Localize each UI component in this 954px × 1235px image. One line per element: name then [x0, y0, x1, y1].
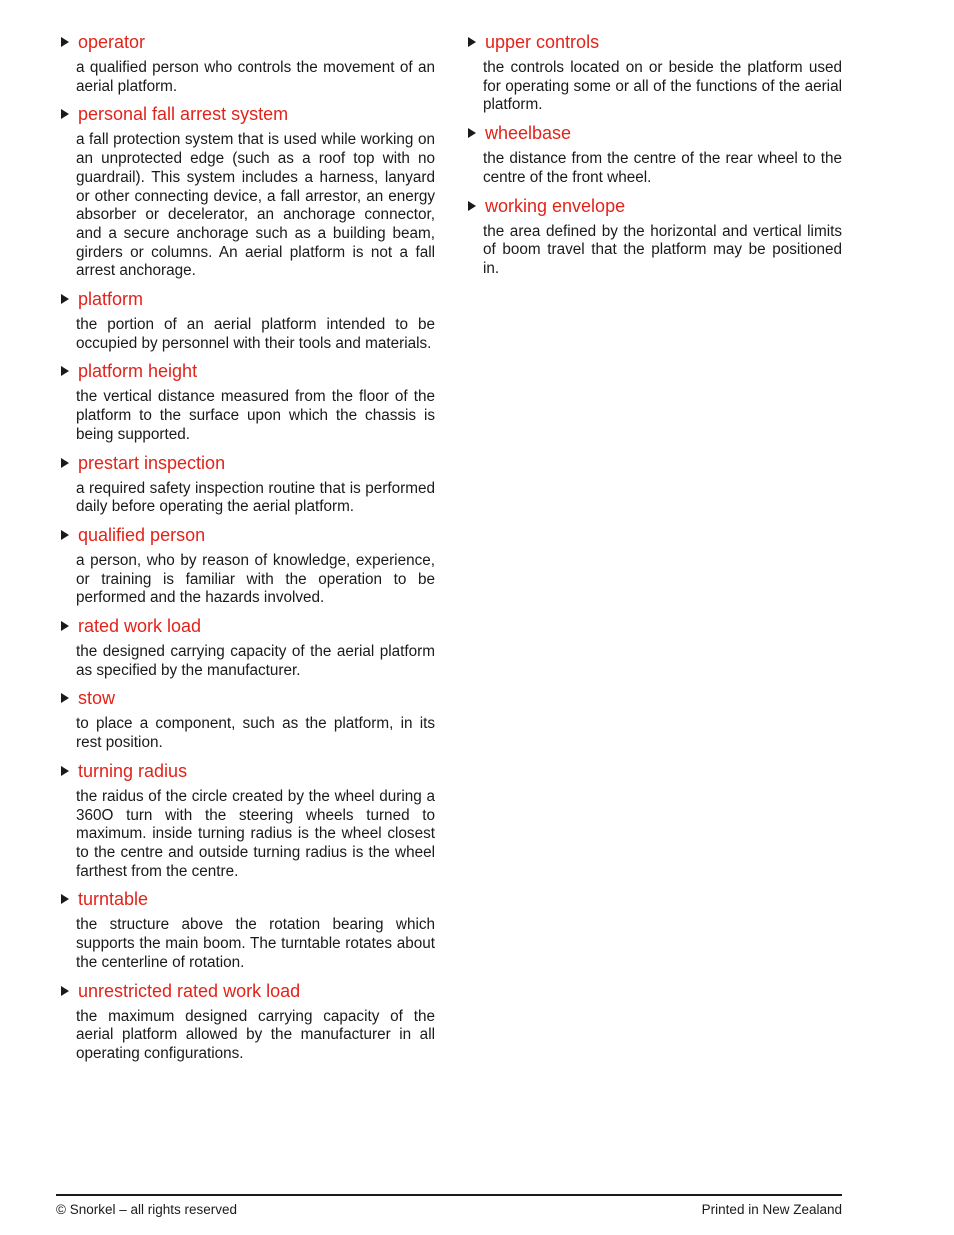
glossary-definition: the raidus of the circle created by the wheel during a 360O turn with the steering wheels turned to maximum. inside turning radius is the wheel closest to the centre and outside turning radius is the wheel farthest from the centre.	[76, 787, 435, 880]
triangle-bullet-icon	[61, 294, 69, 304]
glossary-entry-stow	[59, 687, 435, 752]
glossary-entry-platform	[59, 288, 435, 353]
term-row	[466, 122, 842, 144]
glossary-entry-upper-controls	[466, 31, 842, 115]
term-row	[466, 195, 842, 217]
glossary-term: operator	[78, 32, 146, 52]
term-row	[59, 452, 435, 474]
term-row	[59, 103, 435, 125]
glossary-term: personal fall arrest system	[78, 104, 289, 125]
term-row	[59, 288, 435, 310]
glossary-definition: the structure above the rotation bearing which supports the main boom. The turntable rotates about the centerline of rotation.	[76, 916, 435, 971]
glossary-entry-prestart-inspection	[59, 452, 435, 517]
glossary-term: turning radius	[78, 760, 188, 781]
triangle-bullet-icon	[61, 530, 69, 540]
glossary-definition: a qualified person who controls the movement of an aerial platform.	[76, 59, 435, 95]
glossary-term: rated work load	[78, 616, 202, 637]
glossary-entry-turntable	[59, 888, 435, 972]
glossary-definition: to place a component, such as the platform, in its rest position.	[76, 715, 435, 752]
triangle-bullet-icon	[61, 37, 69, 47]
glossary-term: stow	[78, 688, 116, 709]
glossary-entry-working-envelope	[466, 195, 842, 279]
glossary-term: qualified person	[78, 524, 206, 545]
glossary-definition: the area defined by the horizontal and vertical limits of boom travel that the platform may be positioned in.	[483, 222, 842, 277]
glossary-term: prestart inspection	[78, 452, 226, 473]
glossary-definition: a fall protection system that is used while working on an unprotected edge (such as a roof top with no guardrail). This system includes a harness, lanyard or other connecting device, a fall arrestor, an energy absorber or decelerator, an anchorage connector, and a secure anchorage such as a building beam, girders or columns. An aerial platform is not a fall arrest anchorage.	[76, 131, 435, 280]
term-row	[59, 524, 435, 546]
triangle-bullet-icon	[61, 986, 69, 996]
glossary-definition: a required safety inspection routine that is performed daily before operating the aerial platform.	[76, 479, 435, 516]
triangle-bullet-icon	[61, 766, 69, 776]
glossary-term: platform height	[78, 361, 198, 382]
term-row	[466, 31, 842, 53]
footer-divider	[56, 1194, 842, 1196]
triangle-bullet-icon	[61, 894, 69, 904]
glossary-definition: a person, who by reason of knowledge, experience, or training is familiar with the operation to be performed and the hazards involved.	[76, 551, 435, 607]
triangle-bullet-icon	[468, 37, 476, 47]
triangle-bullet-icon	[61, 458, 69, 468]
glossary-definition: the controls located on or beside the platform used for operating some or all of the functions of the aerial platform.	[483, 59, 842, 114]
triangle-bullet-icon	[61, 621, 69, 631]
glossary-entry-turning-radius	[59, 760, 435, 882]
glossary-entry-qualified-person	[59, 524, 435, 608]
glossary-definition: the vertical distance measured from the floor of the platform to the surface upon which the chassis is being supported.	[76, 388, 435, 443]
glossary-entry-rated-work-load	[59, 615, 435, 680]
glossary-term: upper controls	[485, 32, 600, 52]
triangle-bullet-icon	[61, 366, 69, 376]
glossary-right-column	[466, 31, 842, 279]
footer-copyright: © Snorkel – all rights reserved	[56, 1202, 238, 1217]
term-row	[59, 687, 435, 709]
glossary-term: unrestricted rated work load	[78, 980, 301, 1001]
triangle-bullet-icon	[468, 128, 476, 138]
glossary-term: working envelope	[485, 195, 626, 216]
term-row	[59, 360, 435, 382]
triangle-bullet-icon	[468, 201, 476, 211]
glossary-entry-unrestricted-rated-work-load	[59, 980, 435, 1064]
term-row	[59, 760, 435, 782]
glossary-term: turntable	[78, 889, 149, 910]
glossary-definition: the portion of an aerial platform intended to be occupied by personnel with their tools and materials.	[76, 316, 435, 352]
glossary-definition: the designed carrying capacity of the aerial platform as specified by the manufacturer.	[76, 643, 435, 679]
term-row	[59, 980, 435, 1002]
term-row	[59, 31, 435, 53]
glossary-left-column	[59, 31, 435, 1064]
glossary-definition: the maximum designed carrying capacity of the aerial platform allowed by the manufacturer in all operating configurations.	[76, 1007, 435, 1062]
glossary-definition: the distance from the centre of the rear wheel to the centre of the front wheel.	[483, 150, 842, 186]
term-row	[59, 888, 435, 910]
triangle-bullet-icon	[61, 693, 69, 703]
footer-printed-in: Printed in New Zealand	[701, 1202, 842, 1217]
glossary-entry-personal-fall-arrest-system	[59, 103, 435, 281]
glossary-entry-wheelbase	[466, 122, 842, 187]
glossary-term: wheelbase	[485, 123, 572, 144]
glossary-term: platform	[78, 289, 144, 310]
triangle-bullet-icon	[61, 109, 69, 119]
glossary-entry-platform-height	[59, 360, 435, 444]
term-row	[59, 615, 435, 637]
glossary-entry-operator	[59, 31, 435, 96]
page-footer	[56, 1202, 842, 1218]
